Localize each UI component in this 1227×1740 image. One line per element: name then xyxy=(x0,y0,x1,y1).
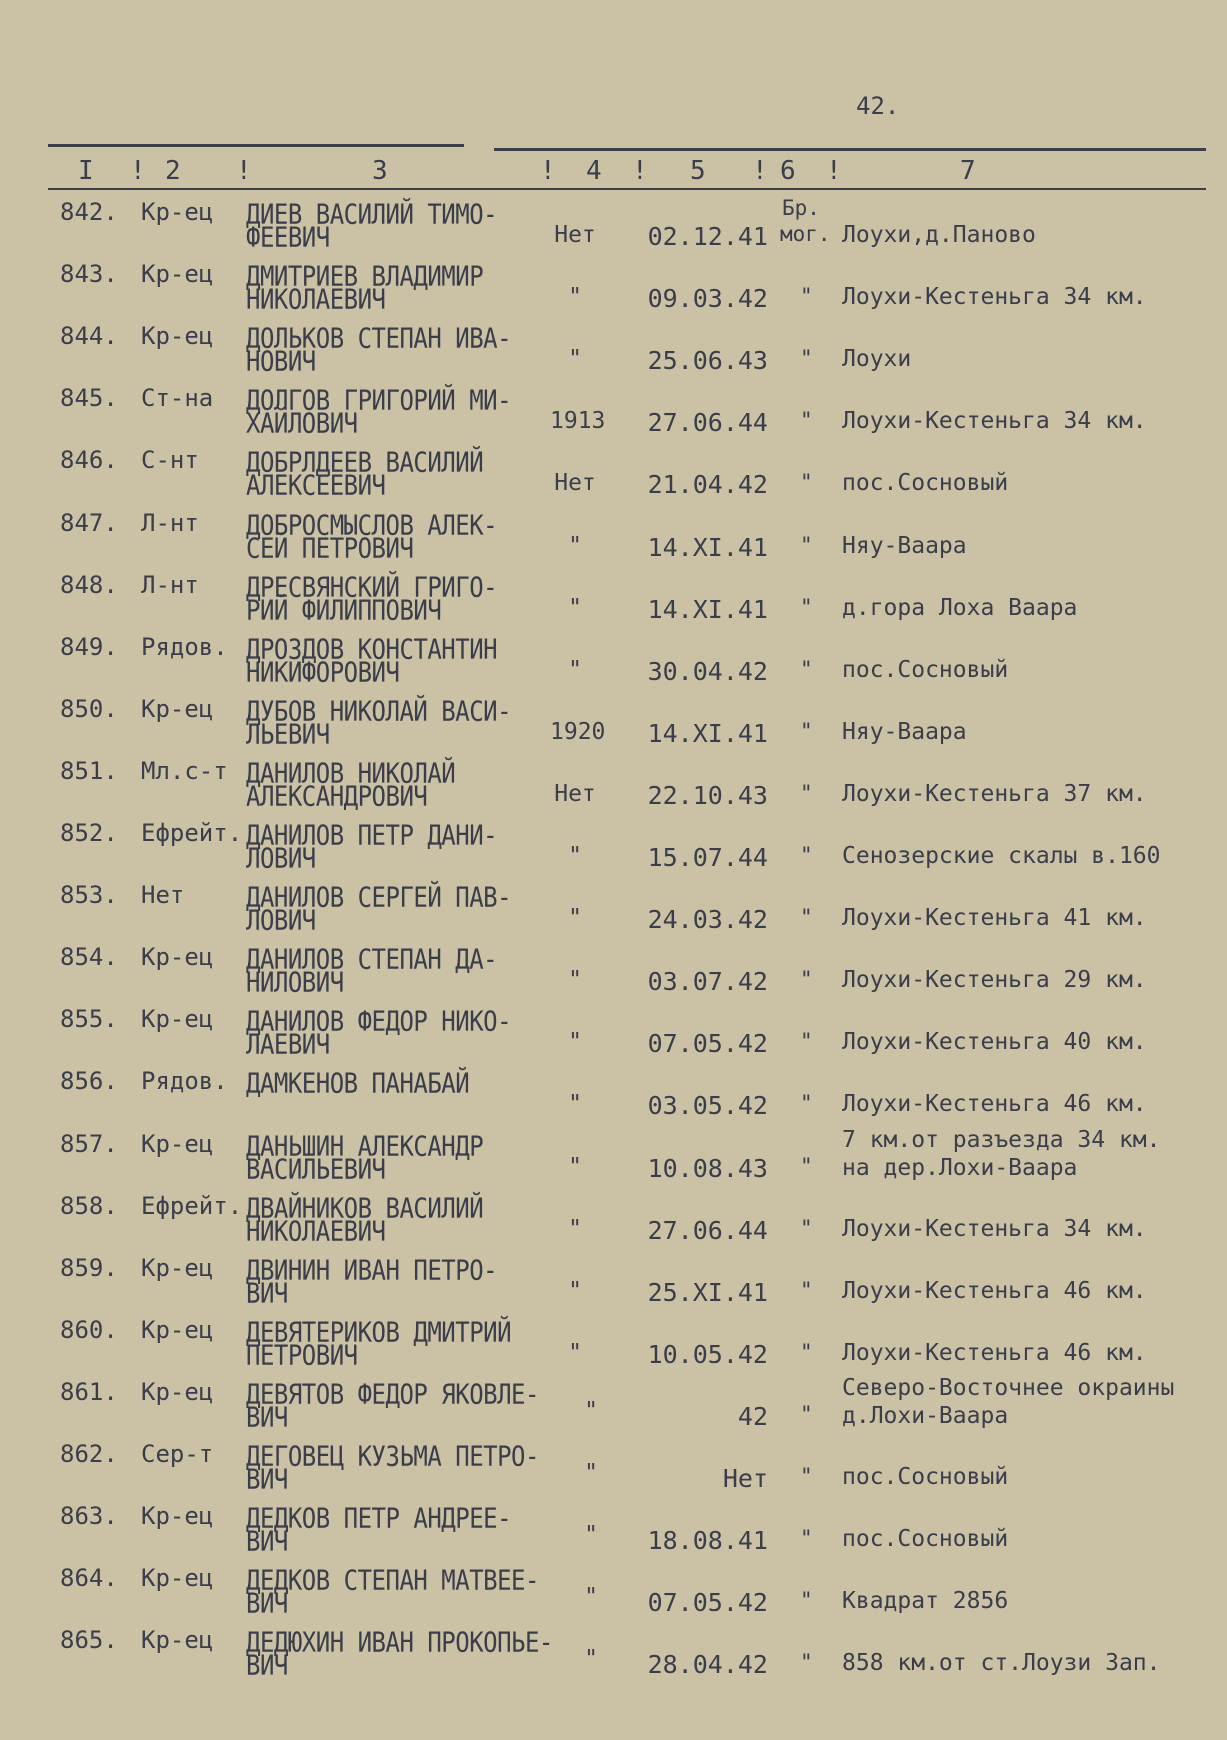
table-row xyxy=(0,446,1227,508)
record-rank: Л-нт xyxy=(141,570,199,599)
record-burial-place: Лоухи xyxy=(842,346,912,373)
record-grave-type: " xyxy=(800,1091,813,1116)
column-separator: ! xyxy=(236,156,252,186)
record-rank: Рядов. xyxy=(141,1067,228,1096)
table-row xyxy=(0,198,1227,260)
record-grave-type: " xyxy=(800,408,813,433)
record-rank: Кр-ец xyxy=(141,1564,214,1593)
record-burial-place xyxy=(842,1126,1161,1182)
record-name-line1: ДАНЬШИН АЛЕКСАНДР xyxy=(246,1129,484,1162)
record-number: 853. xyxy=(60,881,118,910)
record-number: 863. xyxy=(60,1502,118,1531)
column-header-I: I xyxy=(78,156,94,186)
record-birth-year: Нет xyxy=(554,470,596,497)
table-row xyxy=(0,1502,1227,1564)
record-grave-type: " xyxy=(800,1029,813,1054)
record-name-line1: ДОБРОСМЫСЛОВ АЛЕК- xyxy=(246,508,498,541)
record-death-date: 10.05.42 xyxy=(647,1339,768,1369)
record-number: 857. xyxy=(60,1129,118,1158)
record-birth-year: " xyxy=(568,1339,582,1366)
column-separator: ! xyxy=(130,156,146,186)
record-name-line1: ДОЛГОВ ГРИГОРИЙ МИ- xyxy=(246,384,512,417)
record-burial-place: пос.Сосновый xyxy=(842,1526,1009,1553)
table-row xyxy=(0,695,1227,757)
record-birth-year: " xyxy=(568,346,582,373)
record-rank: Ефрейт. xyxy=(141,1191,243,1220)
record-burial-place: Лоухи-Кестеньга 46 км. xyxy=(842,1339,1147,1366)
record-death-date: 10.08.43 xyxy=(647,1153,768,1183)
record-number: 862. xyxy=(60,1440,118,1468)
record-death-date: 24.03.42 xyxy=(647,905,768,935)
record-name-line1: ДАНИЛОВ ПЕТР ДАНИ- xyxy=(246,819,498,852)
table-row xyxy=(0,384,1227,446)
record-burial-place: Квадрат 2856 xyxy=(842,1588,1009,1615)
record-number: 861. xyxy=(60,1377,118,1406)
table-row xyxy=(0,1374,1227,1440)
record-name-line2: ХАЙЛОВИЧ xyxy=(246,407,358,440)
record-burial-place: Лоухи-Кестеньга 29 км. xyxy=(842,967,1147,994)
record-name-line2: РИЙ ФИЛИППОВИЧ xyxy=(246,593,442,626)
record-name-line1: ДАНИЛОВ СЕРГЕЙ ПАВ- xyxy=(246,881,512,914)
record-death-date: 14.XI.41 xyxy=(647,718,768,748)
record-burial-place: Лоухи-Кестеньга 34 км. xyxy=(842,1215,1147,1242)
table-row xyxy=(0,322,1227,384)
record-number: 845. xyxy=(60,384,118,413)
record-burial-place: д.гора Лоха Ваара xyxy=(842,594,1078,621)
record-name-line2: ВИЧ xyxy=(246,1276,288,1309)
table-row xyxy=(0,1005,1227,1067)
column-header-7: 7 xyxy=(960,156,976,186)
record-grave-type: " xyxy=(800,967,813,992)
record-grave-type: " xyxy=(800,1277,813,1302)
record-name-line1: ДВАЙНИКОВ ВАСИЛИЙ xyxy=(246,1191,484,1224)
record-rank: Ст-на xyxy=(141,384,214,413)
record-rank: Кр-ец xyxy=(141,1377,214,1406)
record-birth-year: " xyxy=(568,656,582,683)
record-number: 846. xyxy=(60,446,118,475)
record-burial-place: Лоухи-Кестеньга 34 км. xyxy=(842,408,1147,435)
record-number: 850. xyxy=(60,694,118,723)
record-name-line2: АЛЕКСАНДРОВИЧ xyxy=(246,779,428,813)
record-name-line2: ВИЧ xyxy=(246,1463,288,1496)
record-grave-type: " xyxy=(800,346,813,371)
header-bottom-rule xyxy=(48,188,1206,190)
record-number: 843. xyxy=(60,260,118,289)
table-row xyxy=(0,943,1227,1005)
record-name-line2: НИКОЛАЕВИЧ xyxy=(246,1214,386,1247)
table-row xyxy=(0,1067,1227,1129)
record-birth-year: " xyxy=(584,1460,598,1486)
record-death-date: 15.07.44 xyxy=(647,843,768,872)
table-row xyxy=(0,633,1227,695)
record-burial-place: Лоухи-Кестеньга 46 км. xyxy=(842,1091,1147,1118)
record-name-line2: ЛАЕВИЧ xyxy=(246,1028,330,1061)
record-death-date: 27.06.44 xyxy=(647,408,768,438)
record-rank: Ефрейт. xyxy=(141,819,243,847)
table-row xyxy=(0,881,1227,943)
record-birth-year: " xyxy=(568,1277,582,1304)
record-rank: Кр-ец xyxy=(141,1315,214,1344)
record-birth-year: 1913 xyxy=(550,408,606,435)
table-row xyxy=(0,571,1227,633)
record-rank: Кр-ец xyxy=(141,322,214,351)
record-birth-year: " xyxy=(568,284,582,311)
record-name-line2: ВИЧ xyxy=(246,1649,288,1682)
record-death-date: 14.XI.41 xyxy=(647,532,768,562)
record-number: 842. xyxy=(60,198,118,226)
record-birth-year: " xyxy=(568,843,582,869)
record-grave-type: " xyxy=(800,532,813,557)
record-burial-place: Сенозерские скалы в.160 xyxy=(842,843,1161,869)
table-row xyxy=(0,819,1227,881)
page-number: 42. xyxy=(856,92,900,120)
record-number: 852. xyxy=(60,819,118,847)
record-number: 860. xyxy=(60,1315,118,1344)
table-row xyxy=(0,509,1227,571)
record-rank: Рядов. xyxy=(141,632,228,661)
record-burial-place: 858 км.от ст.Лоузи Зап. xyxy=(842,1650,1161,1677)
header-top-rule-left xyxy=(48,144,464,147)
record-grave-type: мог. xyxy=(780,222,831,246)
column-header-2: 2 xyxy=(165,156,181,186)
record-birth-year: Нет xyxy=(554,780,596,807)
column-separator: ! xyxy=(826,156,842,186)
record-number: 858. xyxy=(60,1191,118,1220)
record-birth-year: " xyxy=(568,1091,582,1118)
column-separator: ! xyxy=(752,156,768,186)
record-rank: Мл.с-т xyxy=(141,756,228,785)
record-birth-year: " xyxy=(568,1029,582,1056)
record-name-line2: СЕЙ ПЕТРОВИЧ xyxy=(246,531,414,564)
record-burial-place: Няу-Ваара xyxy=(842,718,967,745)
record-name-line2: АЛЕКСЕЕВИЧ xyxy=(246,469,386,502)
record-rank: Кр-ец xyxy=(141,1626,214,1655)
burial-place-line1: Северо-Восточнее окраины xyxy=(842,1374,1175,1401)
record-grave-type: " xyxy=(800,1526,813,1551)
record-rank: С-нт xyxy=(141,446,199,475)
record-number: 859. xyxy=(60,1253,118,1282)
record-name-line1: ДАМКЕНОВ ПАНАБАЙ xyxy=(246,1067,470,1100)
record-name-line2: ВИЧ xyxy=(246,1400,288,1434)
record-grave-type: " xyxy=(800,1650,813,1675)
record-name-line1: ДРЕСВЯНСКИЙ ГРИГО- xyxy=(246,570,498,603)
record-death-date: 21.04.42 xyxy=(647,470,768,500)
record-birth-year: " xyxy=(584,1522,598,1549)
table-row xyxy=(0,1316,1227,1378)
record-name-line1: ДОБРЛДЕЕВ ВАСИЛИЙ xyxy=(246,446,484,479)
record-rank: Кр-ец xyxy=(141,694,214,723)
record-death-date: 18.08.41 xyxy=(647,1526,768,1556)
record-grave-type: " xyxy=(800,284,813,309)
record-name-line2: НИКИФОРОВИЧ xyxy=(246,655,400,688)
record-name-line1: ДЕДЮХИН ИВАН ПРОКОПЬЕ- xyxy=(246,1626,553,1659)
record-burial-place: Лоухи-Кестеньга 37 км. xyxy=(842,780,1147,807)
record-name-line2: ЛЬЕВИЧ xyxy=(246,717,330,750)
record-grave-type: " xyxy=(800,1464,813,1488)
record-grave-type: " xyxy=(800,1215,813,1240)
record-number: 849. xyxy=(60,632,118,661)
record-name-line1: ДЕВЯТОВ ФЕДОР ЯКОВЛЕ- xyxy=(246,1377,539,1411)
record-name-line1: ДМИТРИЕВ ВЛАДИМИР xyxy=(246,260,484,293)
record-number: 848. xyxy=(60,570,118,599)
record-birth-year: " xyxy=(568,594,582,621)
burial-place-line1: 7 км.от разъезда 34 км. xyxy=(842,1126,1161,1153)
record-grave-type: " xyxy=(800,470,813,495)
record-name-line2: ВИЧ xyxy=(246,1525,288,1558)
record-rank: Нет xyxy=(141,881,185,910)
table-row xyxy=(0,1126,1227,1192)
record-name-line2: НОВИЧ xyxy=(246,345,316,378)
record-birth-year: " xyxy=(568,1153,582,1180)
record-grave-type: " xyxy=(800,1588,813,1613)
record-rank: Кр-ец xyxy=(141,943,214,972)
record-rank: Кр-ец xyxy=(141,198,214,226)
record-death-date: 03.05.42 xyxy=(647,1091,768,1121)
record-grave-type: " xyxy=(800,1401,813,1426)
record-name-line2: ЛОВИЧ xyxy=(246,904,316,937)
record-rank: Кр-ец xyxy=(141,1253,214,1282)
record-birth-year: " xyxy=(568,905,582,932)
record-number: 847. xyxy=(60,508,118,537)
record-birth-year: " xyxy=(568,967,582,994)
record-name-line1: ДУБОВ НИКОЛАЙ ВАСИ- xyxy=(246,694,512,727)
record-rank: Сер-т xyxy=(141,1440,214,1468)
record-burial-place: пос.Сосновый xyxy=(842,656,1009,683)
record-number: 864. xyxy=(60,1564,118,1593)
column-separator: ! xyxy=(540,156,556,186)
record-number: 854. xyxy=(60,943,118,972)
record-name-line1: ДИЕВ ВАСИЛИЙ ТИМО- xyxy=(246,198,498,231)
record-burial-place: Лоухи-Кестеньга 40 км. xyxy=(842,1029,1147,1056)
burial-place-line2: на дер.Лохи-Ваара xyxy=(842,1154,1078,1181)
record-death-date: 30.04.42 xyxy=(647,656,768,686)
record-number: 856. xyxy=(60,1067,118,1096)
record-name-line1: ДЕГОВЕЦ КУЗЬМА ПЕТРО- xyxy=(246,1440,539,1473)
table-row xyxy=(0,1440,1227,1502)
record-burial-place: Няу-Ваара xyxy=(842,532,967,559)
record-burial-place xyxy=(842,1374,1174,1430)
record-birth-year: " xyxy=(568,1215,582,1242)
table-row xyxy=(0,1192,1227,1254)
burial-place-line2: д.Лохи-Ваара xyxy=(842,1402,1009,1429)
record-grave-type-top: Бр. xyxy=(782,196,820,220)
record-name-line2: ВАСИЛЬЕВИЧ xyxy=(246,1152,386,1185)
record-name-line1: ДРОЗДОВ КОНСТАНТИН xyxy=(246,632,498,665)
table-row xyxy=(0,260,1227,322)
column-header-6: 6 xyxy=(780,156,796,186)
record-name-line1: ДЕДКОВ ПЕТР АНДРЕЕ- xyxy=(246,1502,512,1535)
record-name-line2: ЛОВИЧ xyxy=(246,842,316,875)
record-death-date: 27.06.44 xyxy=(647,1215,768,1245)
record-death-date: 42 xyxy=(737,1401,768,1431)
record-birth-year: " xyxy=(584,1584,598,1611)
record-grave-type: " xyxy=(800,1339,813,1364)
column-header-3: 3 xyxy=(372,156,388,186)
record-death-date: 03.07.42 xyxy=(647,967,768,997)
record-death-date: 25.XI.41 xyxy=(647,1277,768,1307)
record-grave-type: " xyxy=(800,843,813,867)
record-name-line2: НИКОЛАЕВИЧ xyxy=(246,283,386,316)
record-name-line1: ДЕВЯТЕРИКОВ ДМИТРИЙ xyxy=(246,1315,512,1348)
record-number: 855. xyxy=(60,1005,118,1034)
record-name-line2: ФЕЕВИЧ xyxy=(246,221,330,254)
record-burial-place: Лоухи-Кестеньга 34 км. xyxy=(842,284,1147,311)
record-burial-place: пос.Сосновый xyxy=(842,1464,1009,1490)
record-name-line1: ДЕДКОВ СТЕПАН МАТВЕЕ- xyxy=(246,1564,539,1597)
record-name-line2: ПЕТРОВИЧ xyxy=(246,1338,358,1371)
record-burial-place: Лоухи,д.Паново xyxy=(842,222,1036,248)
record-grave-type: " xyxy=(800,718,813,743)
record-number: 851. xyxy=(60,756,118,785)
record-burial-place: Лоухи-Кестеньга 41 км. xyxy=(842,905,1147,932)
record-name-line1: ДВИНИН ИВАН ПЕТРО- xyxy=(246,1253,498,1286)
record-birth-year: " xyxy=(568,532,582,559)
record-death-date: 22.10.43 xyxy=(647,780,768,810)
record-birth-year: 1920 xyxy=(550,718,606,745)
record-name-line2: ВИЧ xyxy=(246,1587,288,1620)
column-header-4: 4 xyxy=(586,156,602,186)
record-grave-type: " xyxy=(800,780,813,805)
table-row xyxy=(0,1254,1227,1316)
record-death-date: 14.XI.41 xyxy=(647,594,768,624)
table-row xyxy=(0,1564,1227,1626)
record-rank: Л-нт xyxy=(141,508,199,537)
record-name-line1: ДАНИЛОВ СТЕПАН ДА- xyxy=(246,943,498,976)
table-row xyxy=(0,1626,1227,1688)
column-separator: ! xyxy=(632,156,648,186)
record-name-line1: ДОЛЬКОВ СТЕПАН ИВА- xyxy=(246,322,512,355)
table-row xyxy=(0,757,1227,819)
record-name-line1: ДАНИЛОВ НИКОЛАЙ xyxy=(246,756,456,790)
record-grave-type: " xyxy=(800,594,813,619)
record-name-line1: ДАНИЛОВ ФЕДОР НИКО- xyxy=(246,1005,512,1038)
record-death-date: 02.12.41 xyxy=(647,222,768,251)
header-top-rule-right xyxy=(494,148,1206,151)
record-rank: Кр-ец xyxy=(141,260,214,289)
record-death-date: 25.06.43 xyxy=(647,346,768,376)
record-name-line2: НИЛОВИЧ xyxy=(246,966,344,999)
record-death-date: 07.05.42 xyxy=(647,1588,768,1618)
record-death-date: 09.03.42 xyxy=(647,284,768,314)
record-grave-type: " xyxy=(800,656,813,681)
record-rank: Кр-ец xyxy=(141,1005,214,1034)
record-grave-type: " xyxy=(800,1153,813,1178)
record-birth-year: Нет xyxy=(554,222,596,248)
record-number: 865. xyxy=(60,1626,118,1655)
record-death-date: 28.04.42 xyxy=(647,1650,768,1680)
record-burial-place: Лоухи-Кестеньга 46 км. xyxy=(842,1277,1147,1304)
record-grave-type: " xyxy=(800,905,813,930)
record-birth-year: " xyxy=(584,1646,598,1673)
record-number: 844. xyxy=(60,322,118,351)
record-burial-place: пос.Сосновый xyxy=(842,470,1009,497)
column-header-5: 5 xyxy=(690,156,706,186)
record-birth-year: " xyxy=(584,1397,598,1424)
record-death-date: Нет xyxy=(722,1464,768,1493)
record-rank: Кр-ец xyxy=(141,1129,214,1158)
record-death-date: 07.05.42 xyxy=(647,1029,768,1059)
record-rank: Кр-ец xyxy=(141,1502,214,1531)
